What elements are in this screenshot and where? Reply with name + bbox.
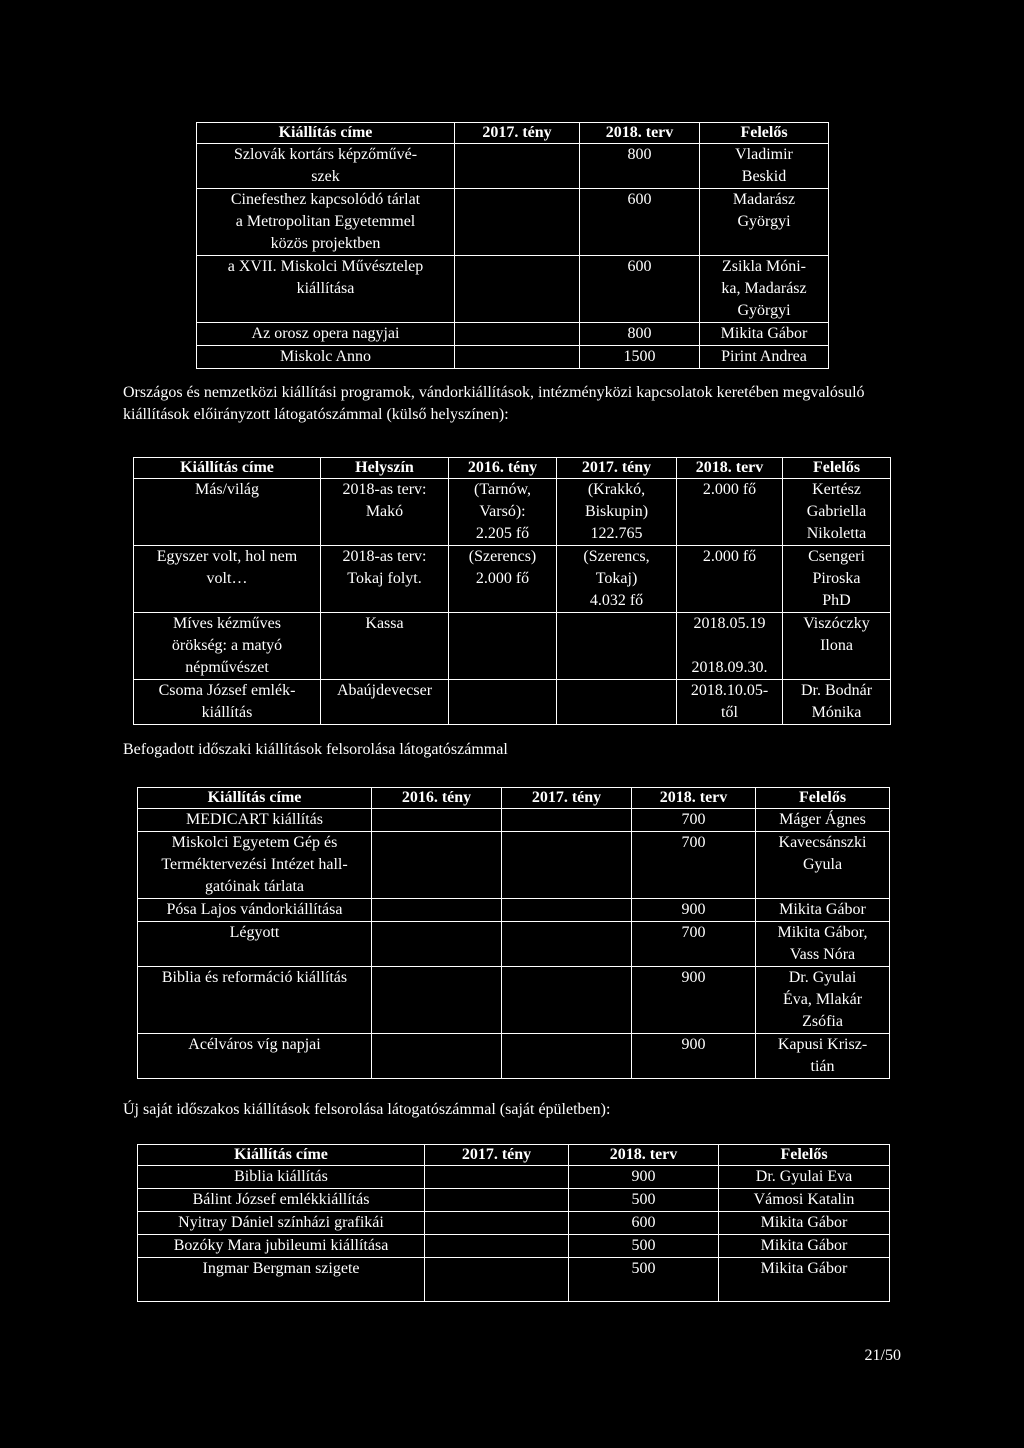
table-cell: 700 <box>632 832 756 899</box>
table-cell <box>557 680 677 725</box>
table-cell <box>455 323 580 346</box>
table-row <box>197 256 829 323</box>
table-cell: 2018.05.19 2018.09.30. <box>677 613 783 680</box>
table-cell <box>372 1034 502 1079</box>
table-cell: Dr. Bodnár Mónika <box>783 680 891 725</box>
col-header: Kiállítás címe <box>138 788 372 809</box>
table-cell: Kassa <box>321 613 449 680</box>
table-row <box>134 613 891 680</box>
table-cell: (Krakkó, Biskupin) 122.765 <box>557 479 677 546</box>
page-number: 21/50 <box>864 1347 901 1364</box>
table-row <box>138 832 890 899</box>
table-cell <box>449 680 557 725</box>
table-cell: Mikita Gábor <box>719 1258 890 1302</box>
table-cell: Csengeri Piroska PhD <box>783 546 891 613</box>
table-cell: Mikita Gábor <box>756 899 890 922</box>
table-befogadott-kiallitasok <box>137 787 890 1079</box>
table-cell: 2.000 fő <box>677 546 783 613</box>
table-row <box>138 1258 890 1302</box>
table-body <box>134 479 891 725</box>
table-cell <box>425 1189 569 1212</box>
col-header: 2017. tény <box>425 1145 569 1166</box>
table-cell: Abaújdevecser <box>321 680 449 725</box>
col-header: Felelős <box>783 458 891 479</box>
table-cell <box>425 1166 569 1189</box>
table-cell <box>372 899 502 922</box>
table-row <box>138 1166 890 1189</box>
col-header: Felelős <box>719 1145 890 1166</box>
table-header-row <box>134 458 891 479</box>
table-cell <box>502 832 632 899</box>
table-row <box>138 922 890 967</box>
paragraph-uj-sajat: Új saját időszakos kiállítások felsorolása látogatószámmal (saját épületben): <box>123 1101 611 1118</box>
table-cell: Pirint Andrea <box>700 346 829 369</box>
table-row <box>197 346 829 369</box>
table-cell <box>455 189 580 256</box>
table-cell <box>372 809 502 832</box>
table-cell <box>502 967 632 1034</box>
table-cell: a XVII. Miskolci Művésztelep kiállítása <box>197 256 455 323</box>
col-header: Felelős <box>756 788 890 809</box>
table-row <box>138 1189 890 1212</box>
table-cell: 500 <box>569 1189 719 1212</box>
table-uj-sajat-kiallitasok <box>137 1144 890 1302</box>
table-row <box>134 479 891 546</box>
table-cell <box>557 613 677 680</box>
table-cell: Mikita Gábor, Vass Nóra <box>756 922 890 967</box>
table-cell: Mikita Gábor <box>719 1212 890 1235</box>
table-cell: Vámosi Katalin <box>719 1189 890 1212</box>
table-row <box>138 967 890 1034</box>
table-cell: 900 <box>632 899 756 922</box>
table-cell: Nyitray Dániel színházi grafikái <box>138 1212 425 1235</box>
col-header: Kiállítás címe <box>134 458 321 479</box>
table-row <box>197 323 829 346</box>
table-cell: Szlovák kortárs képzőművé- szek <box>197 144 455 189</box>
col-header: Kiállítás címe <box>138 1145 425 1166</box>
table-cell: 2.000 fő <box>677 479 783 546</box>
table-cell: 600 <box>569 1212 719 1235</box>
table-cell: 500 <box>569 1235 719 1258</box>
table-cell: 2018.10.05- től <box>677 680 783 725</box>
col-header: Kiállítás címe <box>197 123 455 144</box>
table-cell: 800 <box>580 323 700 346</box>
table-cell: 900 <box>632 1034 756 1079</box>
table-cell: 500 <box>569 1258 719 1302</box>
table-cell <box>502 809 632 832</box>
table-cell: Ingmar Bergman szigete <box>138 1258 425 1302</box>
table-row <box>134 546 891 613</box>
table-row <box>197 189 829 256</box>
table-cell: 900 <box>632 967 756 1034</box>
table-body <box>138 809 890 1079</box>
table-cell: Légyott <box>138 922 372 967</box>
col-header: 2017. tény <box>455 123 580 144</box>
col-header: 2018. terv <box>580 123 700 144</box>
col-header: 2016. tény <box>372 788 502 809</box>
table-cell: Bálint József emlékkiállítás <box>138 1189 425 1212</box>
table-row <box>138 899 890 922</box>
table-cell <box>372 832 502 899</box>
table-cell: Zsikla Móni- ka, Madarász Györgyi <box>700 256 829 323</box>
table-cell <box>449 613 557 680</box>
table-cell <box>372 922 502 967</box>
table-cell <box>425 1258 569 1302</box>
table-cell: 900 <box>569 1166 719 1189</box>
table-header-row <box>197 123 829 144</box>
table-cell <box>455 346 580 369</box>
col-header: Helyszín <box>321 458 449 479</box>
table-cell <box>455 256 580 323</box>
table-cell: (Szerencs, Tokaj) 4.032 fő <box>557 546 677 613</box>
table-cell: 2018-as terv: Tokaj folyt. <box>321 546 449 613</box>
table-row <box>138 1212 890 1235</box>
table-header-row <box>138 1145 890 1166</box>
table-cell: (Tarnów, Varsó): 2.205 fő <box>449 479 557 546</box>
table-cell: Máger Ágnes <box>756 809 890 832</box>
paragraph-orszagos: Országos és nemzetközi kiállítási programok, vándorkiállítások, intézményközi kapcsolatok keretében megvalósuló kiállítások előirányzott látogatószámmal (külső helyszínen): <box>123 384 865 423</box>
table-header-row <box>138 788 890 809</box>
table-row <box>197 144 829 189</box>
col-header: 2016. tény <box>449 458 557 479</box>
table-cell: 700 <box>632 922 756 967</box>
table-body <box>197 144 829 369</box>
table-cell: Mikita Gábor <box>719 1235 890 1258</box>
table-cell: Dr. Gyulai Éva, Mlakár Zsófia <box>756 967 890 1034</box>
table-cell: Cinefesthez kapcsolódó tárlat a Metropolitan Egyetemmel közös projektben <box>197 189 455 256</box>
table-cell: (Szerencs) 2.000 fő <box>449 546 557 613</box>
table-cell: 800 <box>580 144 700 189</box>
table-row <box>138 1235 890 1258</box>
col-header: Felelős <box>700 123 829 144</box>
table-row <box>134 680 891 725</box>
table-cell: MEDICART kiállítás <box>138 809 372 832</box>
table-cell: Pósa Lajos vándorkiállítása <box>138 899 372 922</box>
table-cell: 600 <box>580 189 700 256</box>
table-cell: Mikita Gábor <box>700 323 829 346</box>
table-cell: Az orosz opera nagyjai <box>197 323 455 346</box>
table-cell: Biblia kiállítás <box>138 1166 425 1189</box>
table-cell: Csoma József emlék- kiállítás <box>134 680 321 725</box>
table-cell: 1500 <box>580 346 700 369</box>
table-cell: Vladimir Beskid <box>700 144 829 189</box>
table-cell <box>425 1212 569 1235</box>
table-cell: Acélváros víg napjai <box>138 1034 372 1079</box>
col-header: 2018. terv <box>677 458 783 479</box>
table-cell: Miskolci Egyetem Gép és Terméktervezési Intézet hall- gatóinak tárlata <box>138 832 372 899</box>
paragraph-befogadott: Befogadott időszaki kiállítások felsorolása látogatószámmal <box>123 741 508 758</box>
col-header: 2017. tény <box>502 788 632 809</box>
table-cell: Kapusi Krisz- tián <box>756 1034 890 1079</box>
table-cell <box>502 899 632 922</box>
table-row <box>138 1034 890 1079</box>
table-cell: Bozóky Mara jubileumi kiállítása <box>138 1235 425 1258</box>
col-header: 2017. tény <box>557 458 677 479</box>
table-cell: Biblia és reformáció kiállítás <box>138 967 372 1034</box>
table-row <box>138 809 890 832</box>
table-cell: Miskolc Anno <box>197 346 455 369</box>
table-cell <box>502 922 632 967</box>
table-cell: Míves kézműves örökség: a matyó népművészet <box>134 613 321 680</box>
table-cell: Dr. Gyulai Eva <box>719 1166 890 1189</box>
table-orszagos-kiallitasok <box>133 457 891 725</box>
table-cell: Kertész Gabriella Nikoletta <box>783 479 891 546</box>
table-cell <box>425 1235 569 1258</box>
table-cell: 2018-as terv: Makó <box>321 479 449 546</box>
table-kiallitasok-sajat <box>196 122 829 369</box>
table-cell: Kavecsánszki Gyula <box>756 832 890 899</box>
table-cell <box>455 144 580 189</box>
table-cell <box>372 967 502 1034</box>
table-cell: Egyszer volt, hol nem volt… <box>134 546 321 613</box>
table-cell: Más/világ <box>134 479 321 546</box>
table-cell: Viszóczky Ilona <box>783 613 891 680</box>
col-header: 2018. terv <box>632 788 756 809</box>
table-cell <box>502 1034 632 1079</box>
table-cell: 600 <box>580 256 700 323</box>
table-cell: 700 <box>632 809 756 832</box>
col-header: 2018. terv <box>569 1145 719 1166</box>
table-body <box>138 1166 890 1302</box>
table-cell: Madarász Györgyi <box>700 189 829 256</box>
